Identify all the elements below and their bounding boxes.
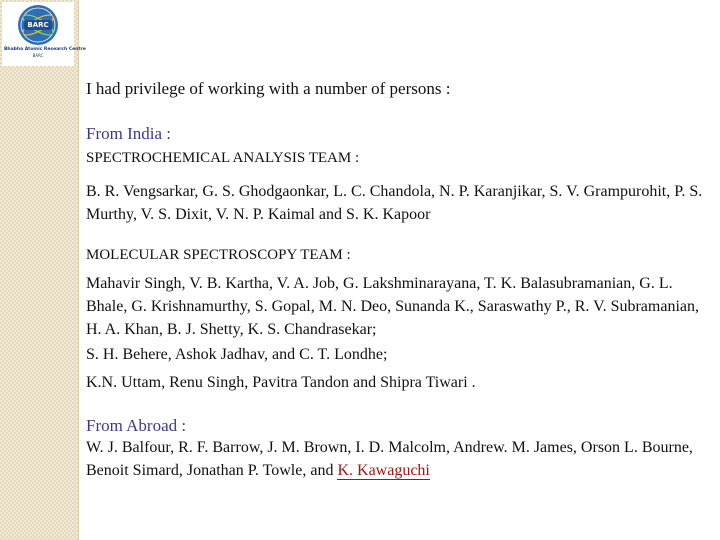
from-india-heading: From India : (86, 124, 171, 143)
logo-tagline-2: BARC (32, 53, 44, 58)
molecular-team-members-1: Mahavir Singh, V. B. Kartha, V. A. Job, G. Lakshminarayana, T. K. Balasubramanian, G. L. Bhale, G. Krishnamurthy, S. Gopal, M. N. Deo, Sunanda K., Saraswathy P., R. V. Subramanian, H. A. Khan, B. J. Shetty, K. S. Chandrasekar; (86, 275, 699, 338)
molecular-team-members-2: S. H. Behere, Ashok Jadhav, and C. T. Londhe; (86, 346, 388, 363)
decorative-side-strip (0, 0, 86, 540)
abroad-members-text: W. J. Balfour, R. F. Barrow, J. M. Brown, I. D. Malcolm, Andrew. M. James, Orson L. Bourne, Benoit Simard, Jonathan P. Towle, and (86, 439, 693, 479)
intro-line: I had privilege of working with a number of persons : (86, 79, 451, 98)
from-abroad-heading: From Abroad : (86, 416, 187, 435)
highlighted-name: K. Kawaguchi (337, 462, 430, 479)
spectrochemical-team-title: SPECTROCHEMICAL ANALYSIS TEAM : (86, 150, 360, 166)
barc-logo (2, 2, 86, 66)
spectrochemical-team-members: B. R. Vengsarkar, G. S. Ghodgaonkar, L. C. Chandola, N. P. Karanjikar, S. V. Grampurohit, P. S. Murthy, V. S. Dixit, V. N. P. Kaimal and S. K. Kapoor (86, 183, 703, 223)
logo-tagline-1: Bhabha Atomic Research Centre (4, 47, 86, 52)
molecular-team-members-3: K.N. Uttam, Renu Singh, Pavitra Tandon and Shipra Tiwari . (86, 374, 476, 391)
abroad-members (86, 436, 716, 482)
molecular-team-title: MOLECULAR SPECTROSCOPY TEAM : (86, 247, 351, 263)
logo-text: BARC (27, 21, 49, 29)
